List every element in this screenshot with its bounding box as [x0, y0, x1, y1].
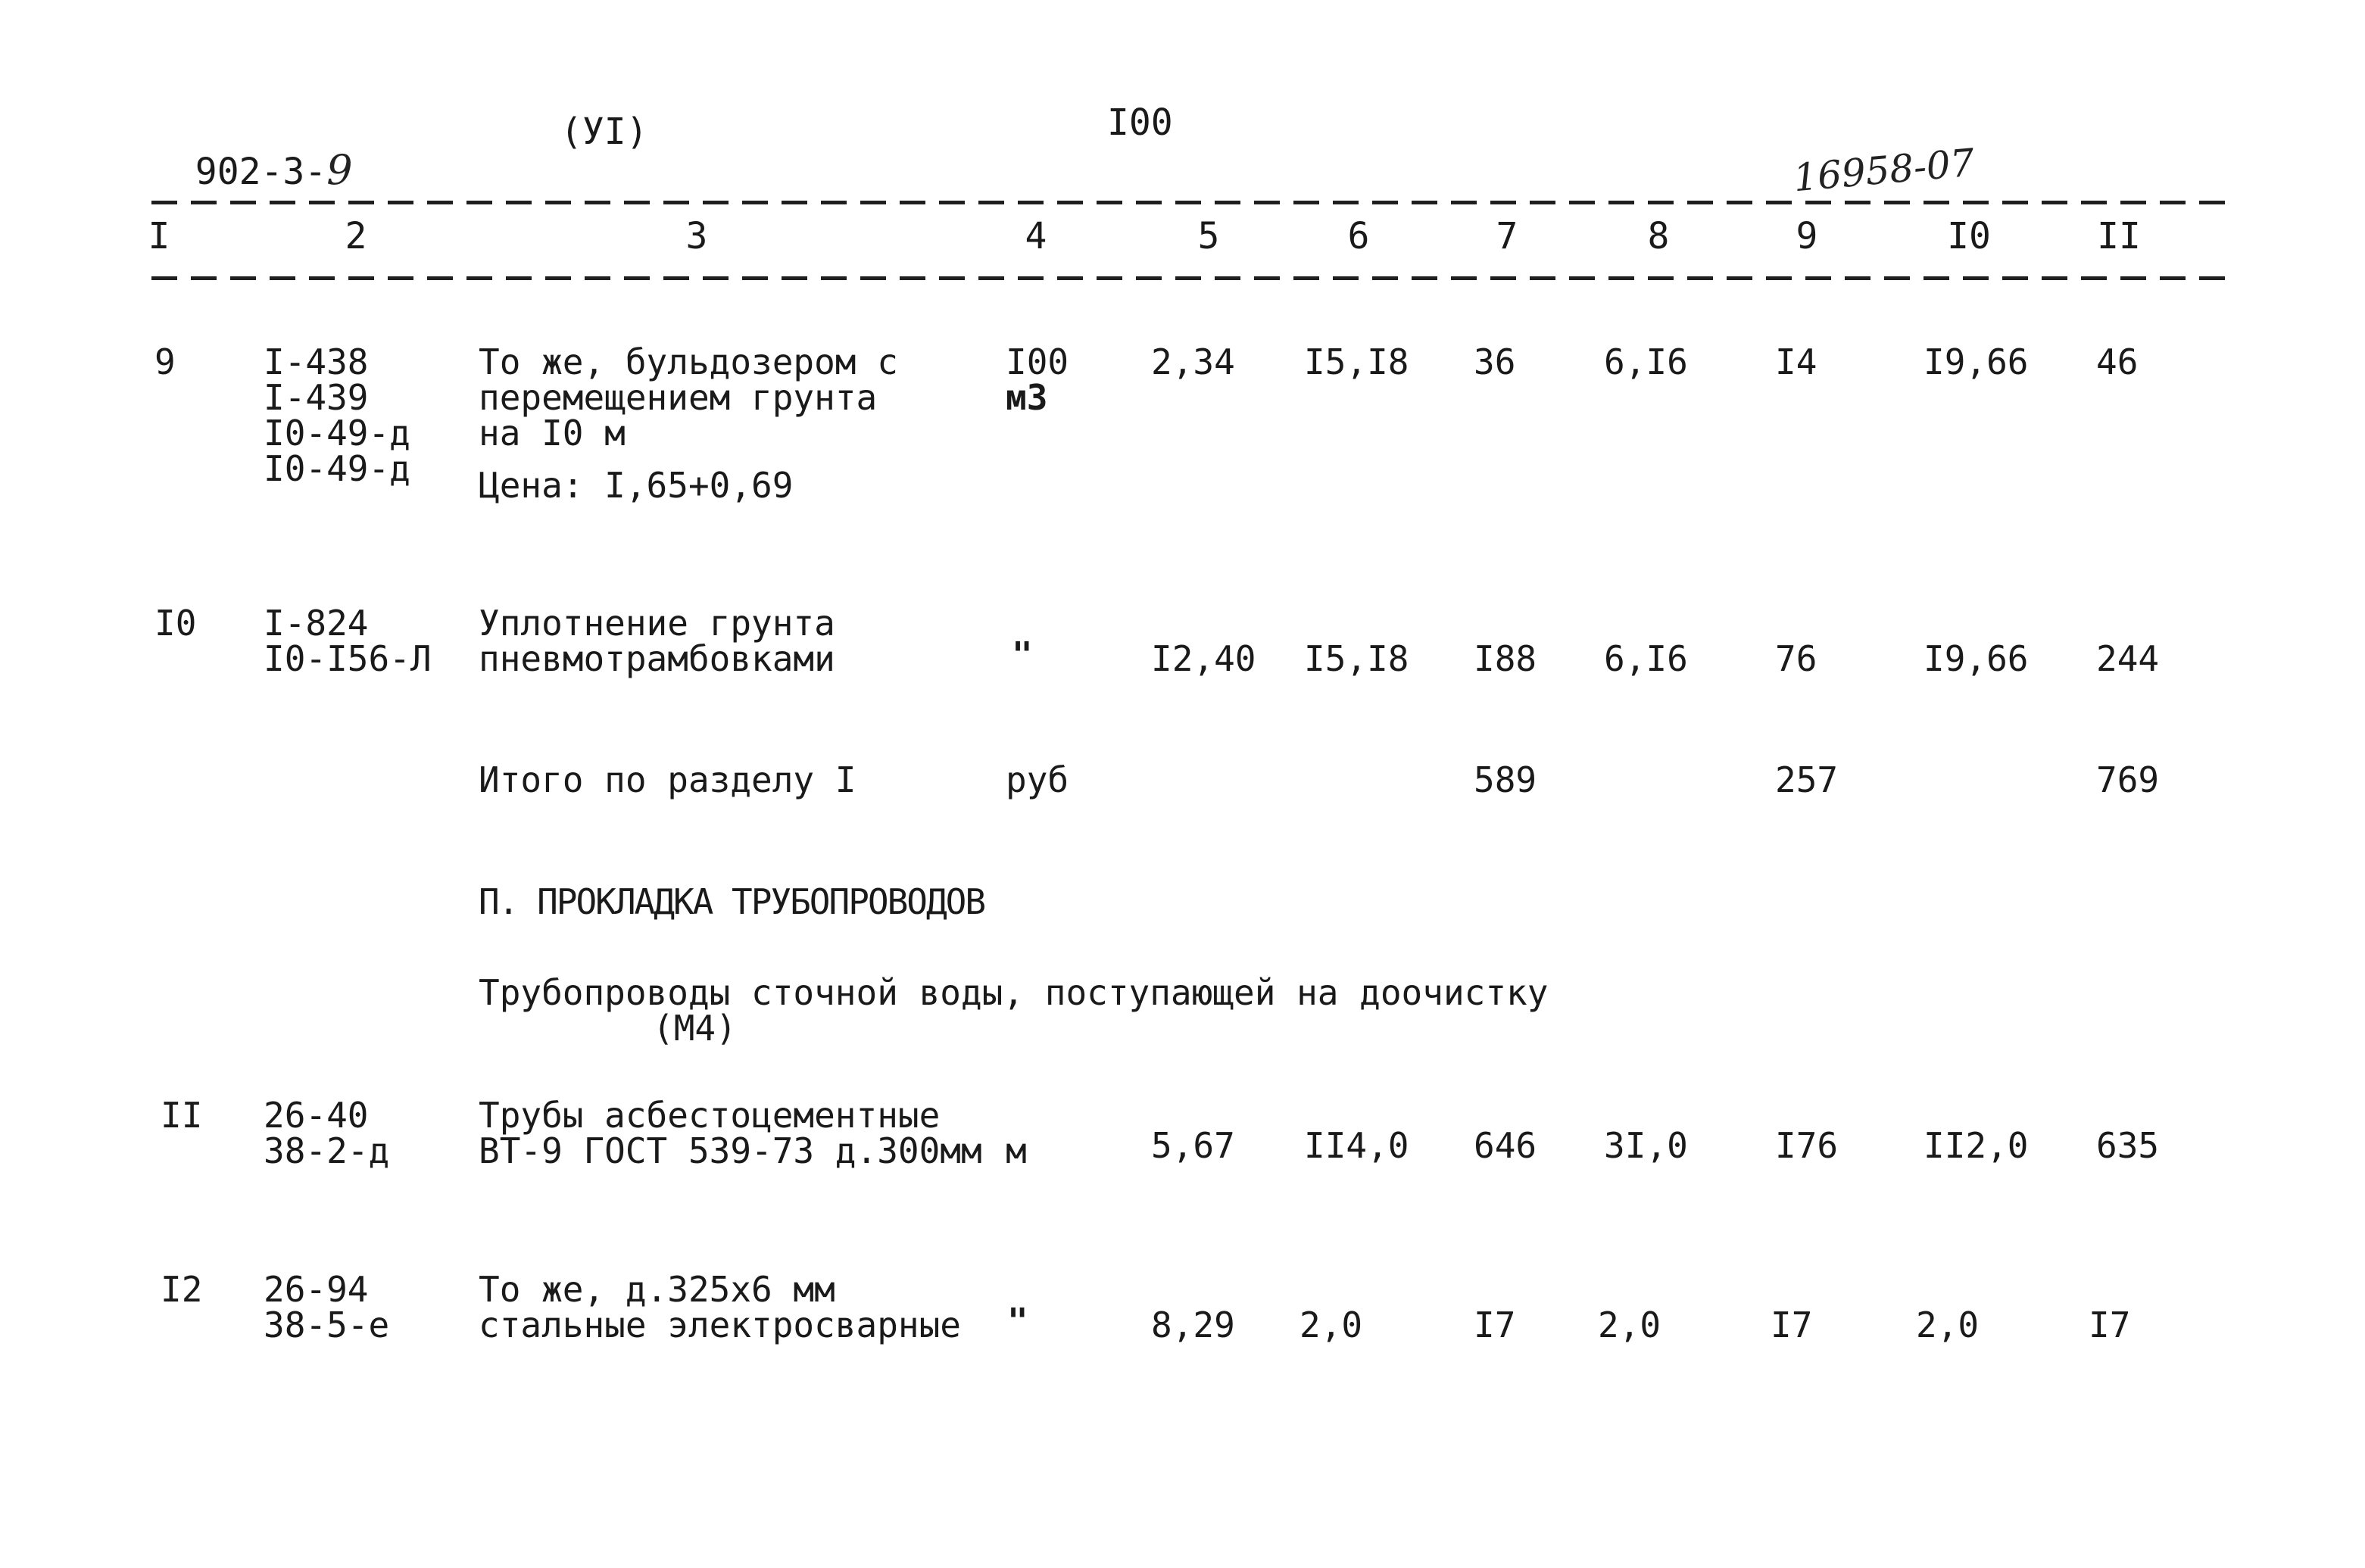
subtotal-col9: 257 — [1775, 759, 1839, 800]
unit-ditto: " — [1007, 1301, 1028, 1342]
subsection-title: Трубопроводы сточной воды, поступающей на доочистку — [479, 972, 1549, 1013]
cell-col8: 6,I6 — [1604, 341, 1688, 382]
unit-ditto: " — [1012, 634, 1033, 675]
column-header-2: 2 — [345, 215, 367, 257]
cell-col9: 76 — [1775, 638, 1817, 679]
section-mark: (УI) — [560, 111, 648, 153]
rate-code: I-439 — [264, 377, 369, 418]
cell-col8: 3I,0 — [1604, 1125, 1688, 1166]
cell-col11: 635 — [2096, 1125, 2160, 1166]
cell-col9: I76 — [1775, 1125, 1839, 1166]
row-number: 9 — [154, 341, 176, 382]
cell-col10: I9,66 — [1924, 638, 2029, 679]
page-number: I00 — [1107, 101, 1173, 144]
column-header-8: 8 — [1647, 215, 1670, 257]
section-title: П. ПРОКЛАДКА ТРУБОПРОВОДОВ — [479, 881, 985, 922]
rate-code: 26-94 — [264, 1269, 369, 1310]
rate-code: 38-2-д — [264, 1130, 390, 1171]
rate-code: 26-40 — [264, 1095, 369, 1136]
header-bottom-rule — [151, 276, 2230, 280]
cell-col11: 244 — [2096, 638, 2160, 679]
column-header-7: 7 — [1496, 215, 1518, 257]
handwritten-inventory-number: 16958-07 — [1791, 140, 1977, 201]
work-description: на I0 м — [479, 413, 626, 454]
cell-col7: I7 — [1474, 1305, 1516, 1345]
column-header-9: 9 — [1796, 215, 1818, 257]
subtotal-unit: руб — [1006, 759, 1069, 800]
rate-code: I-824 — [264, 603, 369, 644]
cell-col5: I2,40 — [1151, 638, 1256, 679]
rate-code: I0-49-д — [264, 413, 410, 454]
document-code — [151, 114, 353, 194]
cell-col9: I7 — [1771, 1305, 1813, 1345]
cell-col7: I88 — [1474, 638, 1537, 679]
cell-col8: 6,I6 — [1604, 638, 1688, 679]
cell-col5: 8,29 — [1151, 1305, 1235, 1345]
subtotal-col11: 769 — [2096, 759, 2160, 800]
rate-code: I0-49-д — [264, 448, 410, 489]
cell-col7: 646 — [1474, 1125, 1537, 1166]
cell-col6: II4,0 — [1304, 1125, 1409, 1166]
subsection-code: (М4) — [653, 1008, 737, 1049]
cell-col6: 2,0 — [1300, 1305, 1363, 1345]
header-top-rule — [151, 201, 2230, 204]
row-number: I2 — [161, 1269, 203, 1310]
cell-col11: 46 — [2096, 341, 2139, 382]
cell-col6: I5,I8 — [1304, 638, 1409, 679]
work-description: То же, д.325х6 мм — [479, 1269, 835, 1310]
unit: м — [1006, 1130, 1027, 1171]
row-number: II — [161, 1095, 203, 1136]
subtotal-label: Итого по разделу I — [479, 759, 856, 800]
column-header-1: I — [148, 215, 170, 257]
column-header-5: 5 — [1197, 215, 1220, 257]
unit: I00 — [1006, 341, 1069, 382]
work-description: стальные электросварные — [479, 1305, 961, 1345]
column-header-10: I0 — [1947, 215, 1991, 257]
cell-col11: I7 — [2089, 1305, 2131, 1345]
rate-code: I-438 — [264, 341, 369, 382]
cell-col5: 2,34 — [1151, 341, 1235, 382]
cell-col7: 36 — [1474, 341, 1516, 382]
column-header-3: 3 — [685, 215, 708, 257]
cell-col10: II2,0 — [1924, 1125, 2029, 1166]
column-header-11: II — [2097, 215, 2141, 257]
row-number: I0 — [154, 603, 197, 644]
work-description: перемещением грунта — [479, 377, 878, 418]
document-code-handwritten-suffix: 9 — [326, 146, 353, 194]
rate-code: I0-I56-Л — [264, 638, 432, 679]
document-code-prefix: 902-3- — [195, 151, 327, 193]
unit: м3 — [1006, 377, 1048, 418]
cell-col10: I9,66 — [1924, 341, 2029, 382]
cell-col5: 5,67 — [1151, 1125, 1235, 1166]
rate-code: 38-5-е — [264, 1305, 390, 1345]
cell-col10: 2,0 — [1916, 1305, 1980, 1345]
subtotal-col7: 589 — [1474, 759, 1537, 800]
work-description: ВТ-9 ГОСТ 539-73 д.300мм — [479, 1130, 982, 1171]
cell-col6: I5,I8 — [1304, 341, 1409, 382]
column-header-4: 4 — [1025, 215, 1047, 257]
cell-col8: 2,0 — [1598, 1305, 1661, 1345]
work-description: Уплотнение грунта — [479, 603, 835, 644]
work-description: пневмотрамбовками — [479, 638, 835, 679]
cell-col9: I4 — [1775, 341, 1817, 382]
column-header-6: 6 — [1347, 215, 1370, 257]
work-description: Трубы асбестоцементные — [479, 1095, 941, 1136]
price-note: Цена: I,65+0,69 — [479, 465, 794, 506]
work-description: То же, бульдозером с — [479, 341, 898, 382]
